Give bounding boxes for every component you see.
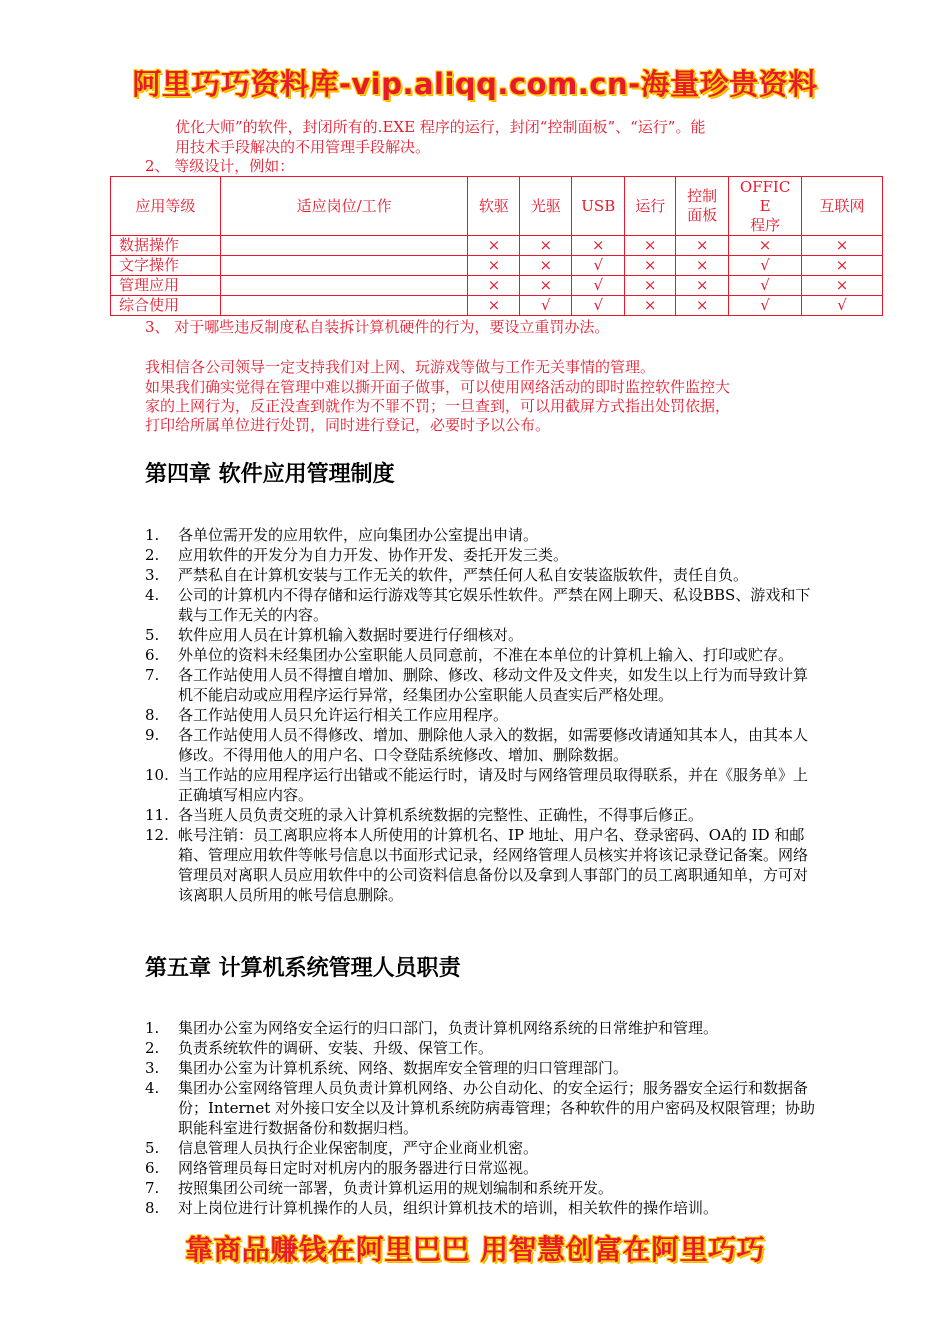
grade-level-cell: 管理应用 [111,276,221,296]
paragraph-line-2: 如果我们确实觉得在管理中难以撕开面子做事，可以使用网络活动的即时监控软件监控大 [145,378,731,396]
table-cell: × [676,236,729,256]
list-item-number: 7. [145,1179,160,1197]
list-item-text: 各工作站使用人员不得擅自增加、删除、修改、移动文件及文件夹，如发生以上行为而导致计算机不能启动或应用程序运行异常，经集团办公室职能人员查实后严格处理。 [178,666,809,704]
table-cell: √ [572,296,625,316]
list-item [145,765,818,805]
list-item-text: 集团办公室为计算机系统、网络、数据库安全管理的归口管理部门。 [178,1059,629,1077]
list-item-number: 4. [145,586,160,604]
table-cell [220,296,468,316]
list-item-number: 5. [145,1139,160,1157]
list-item-number: 7. [145,666,160,684]
grade-level-cell: 文字操作 [111,256,221,276]
table-cell: × [729,236,802,256]
list-item-text: 集团办公室网络管理人员负责计算机网络、办公自动化、的安全运行；服务器安全运行和数据备份；Internet 对外接口安全以及计算机系统防病毒管理；各种软件的用户密码及权限管理；协助职能科室进行数据备份和数据归档。 [178,1079,815,1137]
table-cell: × [802,256,883,276]
list-item-text: 网络管理员每日定时对机房内的服务器进行日常巡视。 [178,1159,539,1177]
list-item [145,545,818,565]
table-cell: × [468,236,520,256]
table-cell: × [625,236,676,256]
list-item-number: 3. [145,566,160,584]
table-cell: √ [729,276,802,296]
list-item [145,725,818,765]
list-item-number: 5. [145,626,160,644]
table-header-cell: OFFIC E 程序 [729,177,802,236]
list-item [145,1078,818,1138]
table-cell: √ [572,276,625,296]
list-item-text: 当工作站的应用程序运行出错或不能运行时，请及时与网络管理员取得联系，并在《服务单》上正确填写相应内容。 [178,766,809,804]
table-header-cell: USB [572,177,625,236]
list-item-number: 6. [145,646,160,664]
list-item [145,645,818,665]
table-header-cell: 适应岗位/工作 [220,177,468,236]
table-cell: × [802,236,883,256]
table-cell: √ [729,296,802,316]
table-row [111,276,883,296]
list-item [145,805,818,825]
table-header-cell: 运行 [625,177,676,236]
table-header-cell: 控制 面板 [676,177,729,236]
grade-table-body [111,236,883,316]
grade-table [110,176,883,316]
list-item-text: 各工作站使用人员不得修改、增加、删除他人录入的数据，如需要修改请通知其本人，由其本人修改。不得用他人的用户名、口令登陆系统修改、增加、删除数据。 [178,726,809,764]
list-item-text: 严禁私自在计算机安装与工作无关的软件，严禁任何人私自安装盗版软件，责任自负。 [178,566,749,584]
list-item-text: 信息管理人员执行企业保密制度，严守企业商业机密。 [178,1139,539,1157]
list-item-number: 8. [145,706,160,724]
intro-line-1: 优化大师”的软件，封闭所有的.EXE 程序的运行，封闭“控制面板”、“运行”。能 [175,118,706,136]
table-cell: × [468,276,520,296]
table-row [111,296,883,316]
chapter-4-title: 第四章 软件应用管理制度 [145,462,395,487]
list-item [145,565,818,585]
list-item-number: 9. [145,726,160,744]
table-cell: √ [572,256,625,276]
table-cell: × [625,256,676,276]
paragraph-line-1: 我相信各公司领导一定支持我们对上网、玩游戏等做与工作无关事情的管理。 [145,358,656,376]
list-item-text: 负责系统软件的调研、安装、升级、保管工作。 [178,1039,494,1057]
table-row [111,236,883,256]
table-cell: × [802,276,883,296]
grade-table-header [111,177,883,236]
chapter-5-list [145,1018,818,1218]
list-item-text: 对上岗位进行计算机操作的人员，组织计算机技术的培训，相关软件的操作培训。 [178,1199,719,1217]
list-item-text: 各单位需开发的应用软件，应向集团办公室提出申请。 [178,526,539,544]
list-item-number: 1. [145,1019,160,1037]
footer-banner: 靠商品赚钱在阿里巴巴 用智慧创富在阿里巧巧 [184,1233,766,1266]
table-cell: × [468,296,520,316]
list-item-number: 6. [145,1159,160,1177]
table-cell: × [520,256,572,276]
table-cell: × [676,276,729,296]
table-cell: × [468,256,520,276]
table-header-cell: 互联网 [802,177,883,236]
list-item-number: 2. [145,1039,160,1057]
list-item [145,1018,818,1038]
table-cell: × [676,256,729,276]
list-item [145,825,818,905]
chapter-4-list [145,525,818,905]
chapter-5-title: 第五章 计算机系统管理人员职责 [145,956,461,981]
list-item-text: 公司的计算机内不得存储和运行游戏等其它娱乐性软件。严禁在网上聊天、私设BBS、游戏和下载与工作无关的内容。 [178,586,811,624]
table-cell: × [520,276,572,296]
list-item-text: 外单位的资料未经集团办公室职能人员同意前，不准在本单位的计算机上输入、打印或贮存。 [178,646,794,664]
table-header-cell: 软驱 [468,177,520,236]
header-banner: 阿里巧巧资料库-vip.aliqq.com.cn-海量珍贵资料 [132,67,818,101]
table-header-cell: 光驱 [520,177,572,236]
list-item-text: 按照集团公司统一部署，负责计算机运用的规划编制和系统开发。 [178,1179,614,1197]
table-cell: √ [729,256,802,276]
table-cell: × [520,236,572,256]
list-item-number: 12. [145,826,169,844]
list-item-number: 10. [145,766,169,784]
grade-level-cell: 综合使用 [111,296,221,316]
list-item [145,525,818,545]
list-item-text: 应用软件的开发分为自力开发、协作开发、委托开发三类。 [178,546,569,564]
list-item-number: 11. [145,806,169,824]
table-cell [220,276,468,296]
list-item [145,705,818,725]
grade-level-cell: 数据操作 [111,236,221,256]
table-cell: √ [802,296,883,316]
list-item-text: 各当班人员负责交班的录入计算机系统数据的完整性、正确性，不得事后修正。 [178,806,704,824]
paragraph-line-3: 家的上网行为，反正没查到就作为不罪不罚；一旦查到，可以用截屏方式指出处罚依据， [145,397,731,415]
list-item [145,1038,818,1058]
list-item-text: 帐号注销：员工离职应将本人所使用的计算机名、IP 地址、用户名、登录密码、OA的 ID 和邮箱、管理应用软件等帐号信息以书面形式记录，经网络管理人员核实并将该记录登记备案。网络管理员对离职人员应用软件中的公司资料信息备份以及拿到人事部门的员工离职通知单，方可对该离职人员所用的帐号信息删除。 [178,826,809,904]
note-3: 3、 对于哪些违反制度私自装拆计算机硬件的行为，要设立重罚办法。 [145,318,610,336]
intro-item-2: 2、 等级设计，例如： [145,157,295,175]
table-cell: × [625,276,676,296]
list-item-number: 8. [145,1199,160,1217]
table-cell: × [572,236,625,256]
paragraph-line-4: 打印给所属单位进行处罚，同时进行登记，必要时予以公布。 [145,416,551,434]
table-cell [220,236,468,256]
table-cell [220,256,468,276]
list-item [145,665,818,705]
list-item-number: 4. [145,1079,160,1097]
list-item [145,1158,818,1178]
table-cell: × [625,296,676,316]
list-item [145,585,818,625]
list-item-number: 1. [145,526,160,544]
list-item-text: 各工作站使用人员只允许运行相关工作应用程序。 [178,706,509,724]
list-item-text: 软件应用人员在计算机输入数据时要进行仔细核对。 [178,626,524,644]
list-item-text: 集团办公室为网络安全运行的归口部门，负责计算机网络系统的日常维护和管理。 [178,1019,719,1037]
table-header-cell: 应用等级 [111,177,221,236]
table-cell: × [676,296,729,316]
intro-line-2: 用技术手段解决的不用管理手段解决。 [175,138,431,156]
list-item-number: 3. [145,1059,160,1077]
list-item [145,1198,818,1218]
list-item [145,1058,818,1078]
list-item [145,1178,818,1198]
list-item-number: 2. [145,546,160,564]
table-cell: √ [520,296,572,316]
list-item [145,1138,818,1158]
list-item [145,625,818,645]
table-row [111,256,883,276]
